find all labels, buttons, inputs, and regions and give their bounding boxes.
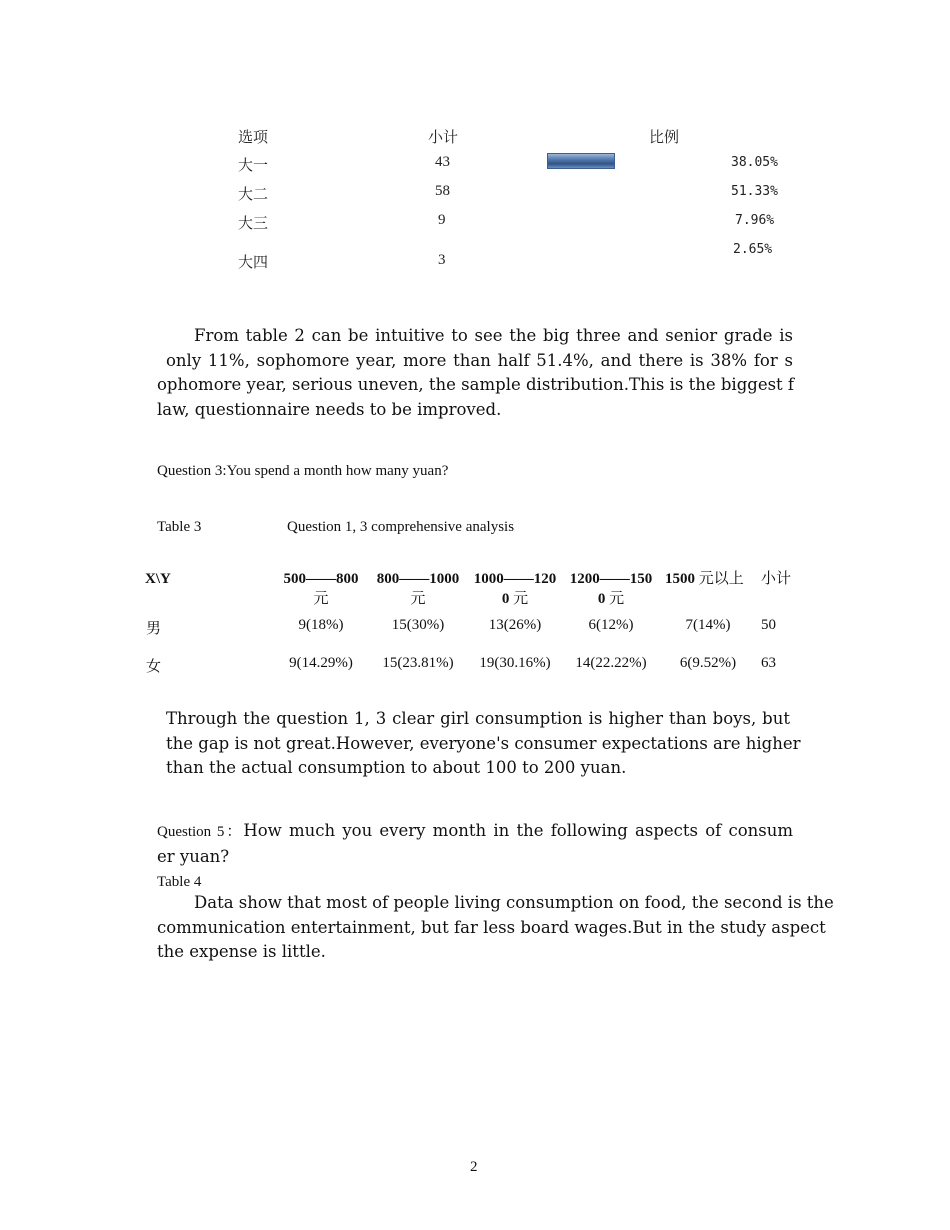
- question-5: [157, 819, 793, 869]
- text-line: ophomore year, serious uneven, the sample distribution.This is the biggest f: [157, 375, 795, 395]
- text-line: law, questionnaire needs to be improved.: [157, 399, 502, 419]
- question-3: Question 3:You spend a month how many yuan?: [157, 463, 449, 479]
- paragraph-table4-analysis: [157, 891, 834, 965]
- table3-cell: 7(14%): [685, 617, 731, 633]
- table3-col-header: [560, 569, 662, 609]
- table2-row-ratio: 7.96%: [735, 213, 775, 228]
- table3-cell: 13(26%): [488, 617, 542, 633]
- col-unit: 元以上: [698, 571, 744, 587]
- table3-cell: 14(22.22%): [575, 655, 647, 671]
- table3-cell: 15(23.81%): [382, 655, 454, 671]
- table3-col-header: [367, 569, 469, 609]
- table3-cell-subtotal: 63: [761, 655, 776, 671]
- page-number: 2: [470, 1159, 478, 1175]
- table3-caption: Question 1, 3 comprehensive analysis: [287, 519, 515, 535]
- table3-cell: 15(30%): [391, 617, 445, 633]
- text-line: the expense is little.: [157, 942, 326, 962]
- col-range: 1500: [665, 571, 695, 587]
- paragraph-table3-analysis: [166, 707, 801, 781]
- col-unit: 元: [609, 591, 625, 607]
- table4-label: Table 4: [157, 874, 202, 890]
- table3-cell: 6(12%): [588, 617, 634, 633]
- text-line: Through the question 1, 3 clear girl consumption is higher than boys, but: [166, 709, 790, 728]
- table2-row-option: 大一: [238, 158, 269, 174]
- text-line: er yuan?: [157, 846, 230, 866]
- table2-row-option: 大二: [238, 187, 269, 203]
- col-range-cont: 0: [501, 591, 510, 607]
- table2-header-option: 选项: [238, 130, 269, 146]
- question-5-prefix: Question 5：: [157, 824, 244, 840]
- table2-row-count: 43: [435, 154, 450, 170]
- text-line: only 11%, sophomore year, more than half 51.4%, and there is 38% for s: [166, 350, 793, 370]
- table2-row-count: 3: [438, 252, 446, 268]
- table3-col-header: [665, 569, 744, 589]
- table2-header-ratio: 比例: [649, 130, 680, 146]
- table3-col-header: [270, 569, 372, 609]
- col-range: 500——800: [283, 571, 359, 587]
- col-range: 1000——120: [473, 571, 557, 587]
- table3-row-label: 男: [146, 621, 162, 637]
- text-line: Data show that most of people living consumption on food, the second is the: [194, 893, 834, 912]
- table2-row-count: 58: [435, 183, 450, 199]
- table3-cell-subtotal: 50: [761, 617, 776, 633]
- col-unit: 元: [410, 591, 426, 607]
- table3-col-header-subtotal: [761, 569, 791, 589]
- text-line: than the actual consumption to about 100 to 200 yuan.: [166, 758, 627, 778]
- question-5-text: How much you every month in the following aspects of consum: [243, 821, 793, 840]
- table3-cell: 9(14.29%): [289, 655, 353, 671]
- table3-cell: 9(18%): [298, 617, 344, 633]
- table3-label: Table 3: [157, 519, 202, 535]
- table2-header-count: 小计: [428, 130, 459, 146]
- col-unit: 元: [313, 591, 329, 607]
- table3-cell: 6(9.52%): [679, 655, 737, 671]
- col-subtotal: 小计: [761, 571, 792, 587]
- text-line: [157, 819, 793, 845]
- table2-row-count: 9: [438, 212, 446, 228]
- col-range-cont: 0: [597, 591, 606, 607]
- table3-cell: 19(30.16%): [479, 655, 551, 671]
- table2-row-ratio: 51.33%: [731, 184, 778, 199]
- col-range: 800——1000: [376, 571, 460, 587]
- col-unit: 元: [513, 591, 529, 607]
- col-range: 1200——150: [569, 571, 653, 587]
- table3-row-label: 女: [146, 659, 162, 675]
- table2-row-ratio: 38.05%: [731, 155, 778, 170]
- paragraph-table2-analysis: [157, 324, 793, 422]
- table2-row-option: 大四: [238, 255, 269, 271]
- table3-corner-header: X\Y: [145, 571, 171, 587]
- table2-row-ratio: 2.65%: [733, 242, 773, 257]
- text-line: communication entertainment, but far less board wages.But in the study aspect: [157, 917, 826, 937]
- text-line: From table 2 can be intuitive to see the big three and senior grade is: [194, 326, 793, 345]
- table2-ratio-bar: [547, 153, 615, 169]
- text-line: the gap is not great.However, everyone's consumer expectations are higher: [166, 733, 801, 753]
- table3-col-header: [464, 569, 566, 609]
- table2-row-option: 大三: [238, 216, 269, 232]
